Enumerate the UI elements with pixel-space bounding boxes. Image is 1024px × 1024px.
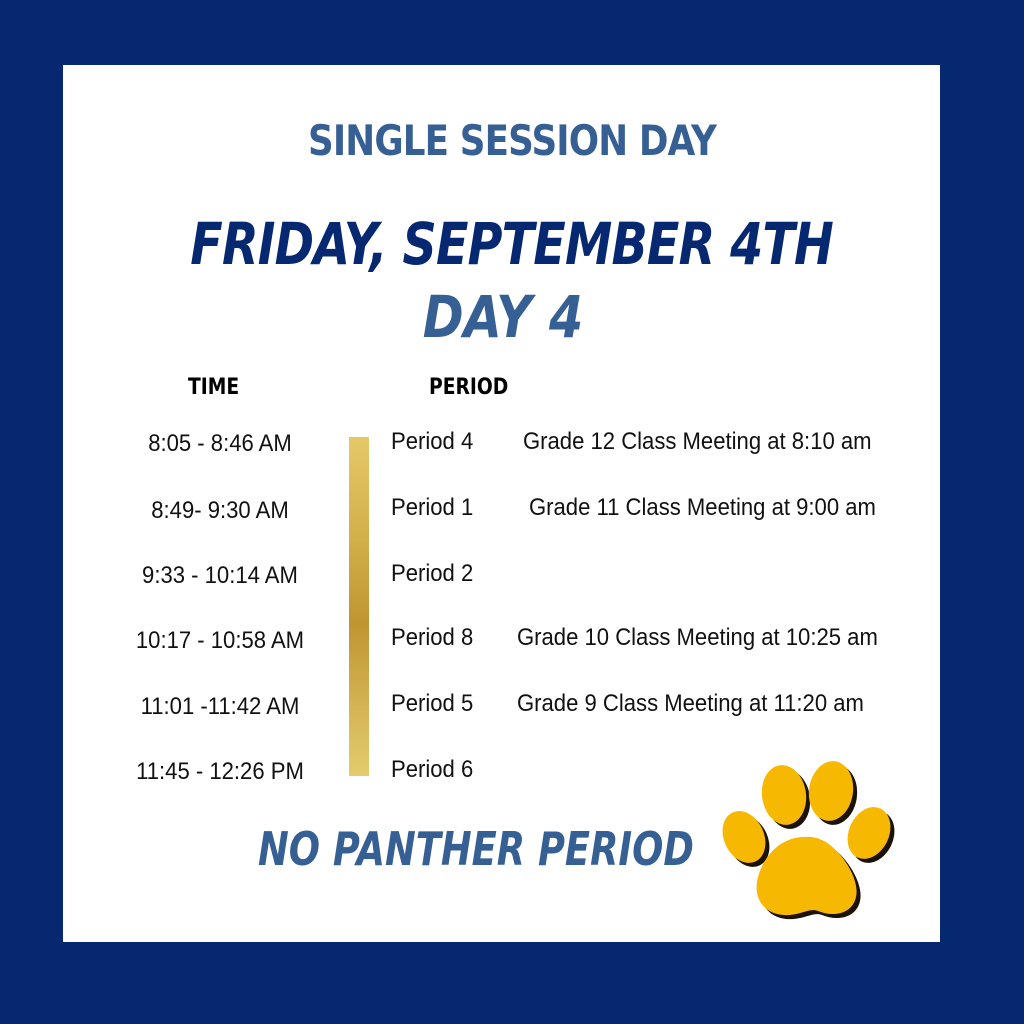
footer-note: NO PANTHER PERIOD (258, 822, 694, 876)
schedule-row-period: Period 4 (391, 428, 474, 455)
page-date-title: FRIDAY, SEPTEMBER 4TH (190, 210, 834, 278)
schedule-row-time: 8:49- 9:30 AM (151, 497, 289, 524)
schedule-row-note: Grade 11 Class Meeting at 9:00 am (529, 494, 876, 521)
schedule-row-time: 8:05 - 8:46 AM (148, 430, 292, 457)
schedule-row-period: Period 5 (391, 690, 474, 717)
time-column-header: TIME (188, 375, 240, 400)
schedule-row-period: Period 6 (391, 756, 474, 783)
period-column-header: PERIOD (429, 375, 509, 400)
schedule-row-time: 10:17 - 10:58 AM (135, 627, 305, 654)
paw-print-icon (714, 755, 904, 930)
schedule-row-note: Grade 10 Class Meeting at 10:25 am (517, 624, 878, 651)
page-subtitle: SINGLE SESSION DAY (308, 116, 716, 165)
schedule-row-period: Period 8 (391, 624, 474, 651)
gold-divider-bar (349, 437, 369, 776)
schedule-row-period: Period 1 (391, 494, 474, 521)
schedule-row-note: Grade 9 Class Meeting at 11:20 am (517, 690, 864, 717)
schedule-row-time: 11:01 -11:42 AM (140, 693, 300, 720)
page-day-title: DAY 4 (422, 283, 584, 351)
schedule-row-period: Period 2 (391, 560, 474, 587)
schedule-row-note: Grade 12 Class Meeting at 8:10 am (523, 428, 872, 455)
schedule-row-time: 11:45 - 12:26 PM (136, 758, 304, 785)
schedule-row-time: 9:33 - 10:14 AM (142, 562, 298, 589)
